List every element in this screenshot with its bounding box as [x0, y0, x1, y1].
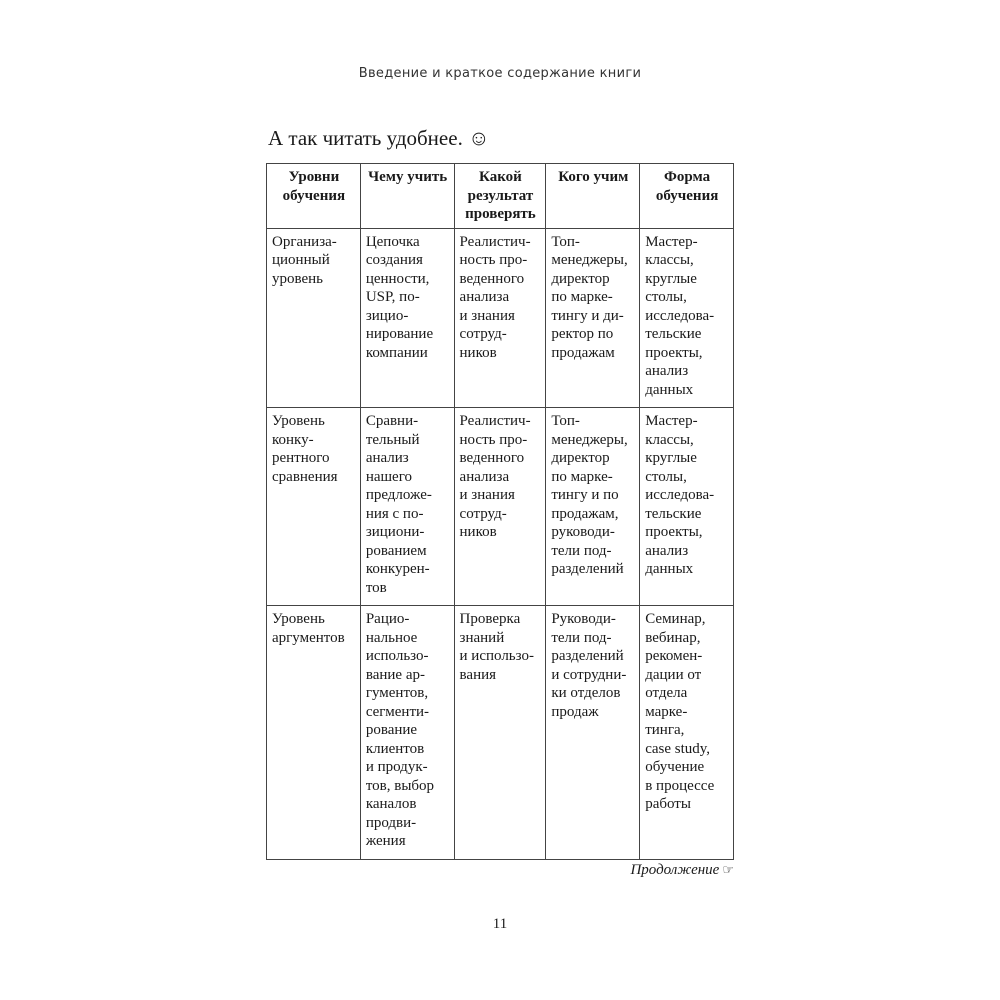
- table-cell: Семинар, вебинар, рекомен- дации от отдела марке- тинга, case study, обучение в процессе работы: [640, 606, 734, 860]
- header-cell-what-to-teach: Чему учить: [360, 164, 454, 229]
- table-row: [267, 408, 734, 606]
- pointing-hand-icon: ☞: [722, 863, 734, 878]
- table-cell: Реалистич- ность про- веденного анализа и знания сотруд- ников: [454, 408, 546, 606]
- table-cell: Уровень конку- рентного сравнения: [267, 408, 361, 606]
- table-row: [267, 228, 734, 408]
- continuation-note: [600, 862, 734, 879]
- table-cell: Уровень аргументов: [267, 606, 361, 860]
- page-number: 11: [492, 916, 508, 932]
- table-cell: Реалистич- ность про- веденного анализа и знания сотруд- ников: [454, 228, 546, 408]
- intro-text: А так читать удобнее. ☺: [268, 126, 490, 150]
- table-cell: Рацио- нальное использо- вание ар- гументов, сегменти- рование клиентов и продук- тов, выбор каналов продви- жения: [360, 606, 454, 860]
- table-cell: Организа- ционный уровень: [267, 228, 361, 408]
- table-cell: Топ- менеджеры, директор по марке- тингу и ди- ректор по продажам: [546, 228, 640, 408]
- table-row: [267, 606, 734, 860]
- running-head: Введение и краткое содержание книги: [358, 66, 642, 81]
- header-cell-result: Какой результат проверять: [454, 164, 546, 229]
- table-cell: Мастер- классы, круглые столы, исследова- тельские проекты, анализ данных: [640, 228, 734, 408]
- training-levels-table: [266, 163, 734, 860]
- continuation-label: Продолжение: [630, 862, 720, 878]
- table-header-row: [267, 164, 734, 229]
- table-cell: Сравни- тельный анализ нашего предложе- ния с по- зициони- рованием конкурен- тов: [360, 408, 454, 606]
- table-cell: Руководи- тели под- разделений и сотрудни- ки отделов продаж: [546, 606, 640, 860]
- table-cell: Топ- менеджеры, директор по марке- тингу и по продажам, руководи- тели под- разделений: [546, 408, 640, 606]
- table-cell: Мастер- классы, круглые столы, исследова- тельские проекты, анализ данных: [640, 408, 734, 606]
- header-cell-format: Форма обучения: [640, 164, 734, 229]
- table-cell: Проверка знаний и использо- вания: [454, 606, 546, 860]
- header-cell-audience: Кого учим: [546, 164, 640, 229]
- table-cell: Цепочка создания ценности, USP, по- зицио- нирование компании: [360, 228, 454, 408]
- header-cell-levels: Уровни обучения: [267, 164, 361, 229]
